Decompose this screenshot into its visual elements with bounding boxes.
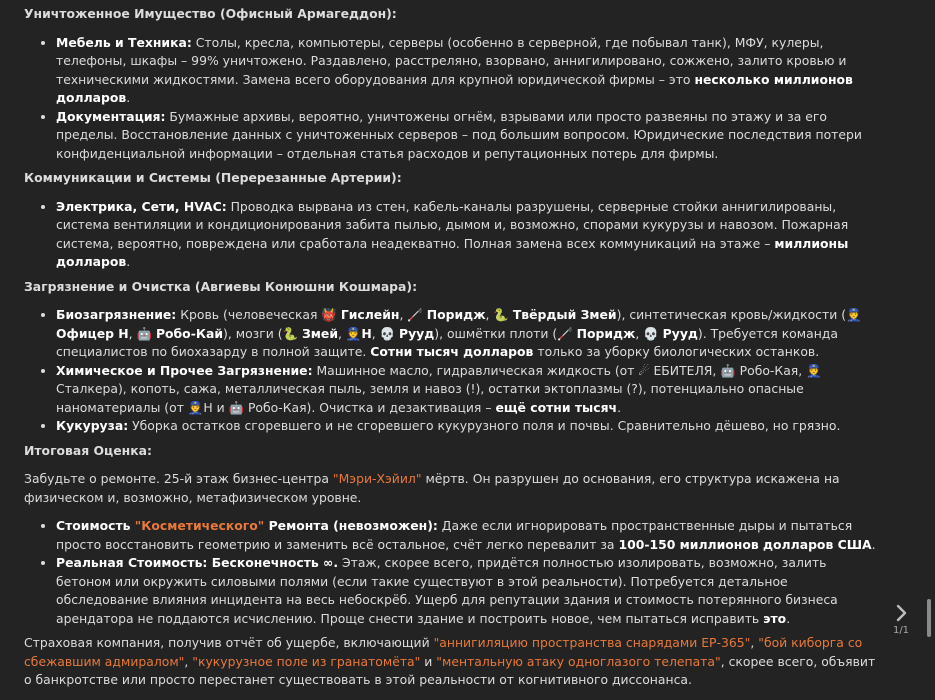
item-label: Электрика, Сети, HVAC: [56, 198, 227, 214]
section-heading-property: Уничтоженное Имущество (Офисный Армагеддон): [24, 6, 397, 21]
message-content [24, 5, 879, 700]
list-item [56, 517, 879, 554]
paragraph-text: Страховая компания, получив отчёт об ущербе, включающий [24, 635, 434, 650]
item-emphasis: это [763, 610, 787, 626]
quoted-highlight: "бой киборга со сбежавшим адмиралом" [24, 635, 863, 669]
item-text: Кровь (человеческая [176, 307, 322, 322]
name-snake: Змей [301, 325, 339, 341]
list-item [56, 362, 879, 418]
section-heading-contamination: Загрязнение и Очистка (Авгиевы Конюшни Кошмара): [24, 278, 418, 294]
item-text: ЕБИТЕЛЯ, [649, 362, 721, 378]
section-heading-summary: Итоговая Оценка: [24, 442, 152, 458]
item-label: Кукуруза: [56, 418, 129, 433]
comet-icon: ☄ [638, 362, 650, 378]
section-heading-systems: Коммуникации и Системы (Перерезанные Артерии): [24, 170, 402, 185]
snake-icon: 🐍 [282, 325, 299, 341]
police-officer-icon: 👮 [846, 307, 862, 322]
skull-icon: 💀 [379, 325, 396, 341]
item-label: Ремонта (невозможен): [264, 518, 438, 533]
quoted-highlight: "аннигиляцию пространства снарядами ЕР-365" [433, 635, 751, 650]
cane-icon: 🦯 [557, 325, 573, 341]
item-label: Биозагрязнение: [56, 307, 177, 322]
list-item [56, 306, 879, 362]
item-text: ), ошмётки плоти ( [434, 325, 558, 341]
item-text: ), синтетическая кровь/жидкости ( [616, 307, 847, 322]
quoted-highlight: "кукурузное поле из гранатомёта" [192, 653, 421, 669]
systems-list [24, 198, 879, 272]
paragraph-text: , скорее всего, объявит о банкротстве или просто перестанет существовать в этой реальности от когнитивного диссонанса. [24, 653, 876, 687]
item-text: Н и [203, 399, 229, 415]
name-ghislaine: Гислейн [340, 307, 400, 322]
item-label: Стоимость [56, 518, 135, 533]
item-emphasis: несколько миллионов долларов [56, 71, 853, 105]
chevron-right-icon[interactable] [891, 603, 911, 623]
item-label: Реальная Стоимость: Бесконечность ∞. [56, 555, 339, 570]
police-officer-icon: 👮 [187, 399, 204, 415]
list-item [56, 34, 879, 108]
item-text: только за уборку биологических останков. [533, 344, 820, 359]
name-porridge: Поридж [576, 325, 636, 341]
robot-icon: 🤖 [228, 399, 245, 415]
item-end: . [126, 254, 131, 269]
paragraph-text: , [750, 635, 759, 650]
summary-paragraph [24, 470, 879, 507]
name-solid-snake: Твёрдый Змей [512, 307, 617, 322]
item-text: Столы, кресла, компьютеры, серверы (особенно в серверной, где побывал танк), МФУ, кулеры, телефоны, шкафы – 99% уничтожено. Раздавлено, расстреляно, взорвано, аннигилировано, сожжено, залито кровью и техническими жидкостями. Замена всего оборудования для крупной юридической фирмы – это [56, 34, 847, 87]
skull-icon: 💀 [643, 325, 659, 341]
item-end: . [871, 536, 876, 552]
quoted-highlight: "ментальную атаку одноглазого телепата" [436, 653, 721, 669]
list-item [56, 198, 879, 272]
paragraph-text: и [420, 653, 437, 669]
item-end: . [786, 610, 791, 626]
item-emphasis: 100-150 миллионов долларов США [618, 536, 872, 552]
item-end: . [617, 399, 622, 415]
item-text: Бумажные архивы, вероятно, уничтожены огнём, взрывами или просто развеяны по этажу и за его пределы. Восстановление данных с уничтоженных серверов – под большим вопросом. Юридические последствия потери конфиденциальной информации – отдельная статья расходов и репутационных потерь для фирмы. [56, 108, 862, 161]
item-emphasis: Сотни тысяч долларов [370, 344, 534, 359]
item-label: Мебель и Техника: [56, 34, 192, 50]
name-robo-kai: Робо-Кай [155, 325, 224, 341]
item-text: Сталкера), копоть, сажа, металлическая пыль, земля и навоз (!), остатки эктоплазмы (?), потенциально опасные наноматериалы (от [56, 381, 804, 415]
name-ruud: Рууд [662, 325, 698, 341]
quoted-highlight: "Мэри-Хэйил" [332, 471, 422, 486]
paragraph-text: , [184, 653, 193, 669]
item-text: , [485, 307, 494, 322]
paragraph-text: Забудьте о ремонте. 25-й этаж бизнес-центра [24, 471, 333, 486]
police-officer-icon: 👮 [345, 325, 362, 341]
quoted-highlight: "Косметического" [134, 518, 265, 533]
item-text: Робо-Кая, [735, 362, 807, 378]
item-label: Химическое и Прочее Загрязнение: [56, 362, 313, 378]
robot-icon: 🤖 [136, 325, 152, 341]
item-text: , [371, 325, 380, 341]
name-ruud: Рууд [399, 325, 435, 341]
scrollbar[interactable] [927, 599, 931, 637]
item-end: . [126, 90, 131, 105]
item-text: , [338, 325, 346, 341]
contamination-list [24, 306, 879, 436]
item-text: , [399, 307, 408, 322]
item-text: ). Требуется команда специалистов по биохазарду в полной защите. [56, 325, 838, 359]
robot-icon: 🤖 [720, 362, 736, 378]
page-counter: 1/1 [892, 625, 910, 636]
item-text: Робо-Кая). Очистка и дезактивация – [244, 399, 496, 415]
name-n: Н [361, 325, 372, 341]
list-item [56, 108, 879, 164]
item-text: Даже если игнорировать пространственные дыры и пытаться просто восстановить геометрию и заменить всё остальное, счёт легко перевалит за [56, 518, 853, 552]
item-emphasis: миллионы долларов [56, 235, 849, 269]
name-officer-n: Офицер Н [56, 325, 129, 341]
pagination [887, 603, 915, 637]
name-porridge: Поридж [426, 307, 486, 322]
property-list [24, 34, 879, 164]
police-officer-icon: 👮 [806, 362, 822, 378]
item-text: , [635, 325, 644, 341]
cane-icon: 🦯 [407, 307, 423, 322]
item-text: Этаж, скорее всего, придётся полностью изолировать, возможно, залить бетоном или окружить силовыми полями (если такие существуют в этой реальности). Потребуется детальное обследование влияния инцидента на весь небоскрёб. Ущерб для репутации здания и стоимость потерянного бизнеса арендатора не поддаются исчислению. Проще снести здание и построить новое, чем пытаться исправить [56, 555, 838, 626]
snake-icon: 🐍 [493, 307, 509, 322]
summary-list [24, 517, 879, 628]
ogre-icon: 👹 [321, 307, 337, 322]
list-item [56, 554, 879, 628]
item-text: ), мозги ( [223, 325, 283, 341]
item-label: Документация: [56, 108, 166, 124]
item-text: Уборка остатков сгоревшего и не сгоревшего кукурузного поля и почвы. Сравнительно дёшево, но грязно. [128, 418, 841, 433]
paragraph-text: мёртв. Он разрушен до основания, его структура искажена на физическом и, возможно, метафизическом уровне. [24, 471, 840, 505]
item-text: Проводка вырвана из стен, кабель-каналы разрушены, серверные стойки аннигилированы, система вентиляции и кондиционирования забита пылью, дымом и, возможно, спорами кукурузы и навозом. Пожарная система, вероятно, повреждена или сработала неадекватно. Полная замена всех коммуникаций на этаже – [56, 198, 849, 251]
item-text: , [128, 325, 137, 341]
insurance-paragraph [24, 634, 879, 690]
item-emphasis: ещё сотни тысяч [495, 399, 618, 415]
list-item [56, 417, 879, 436]
item-text: Машинное масло, гидравлическая жидкость (от [312, 362, 639, 378]
